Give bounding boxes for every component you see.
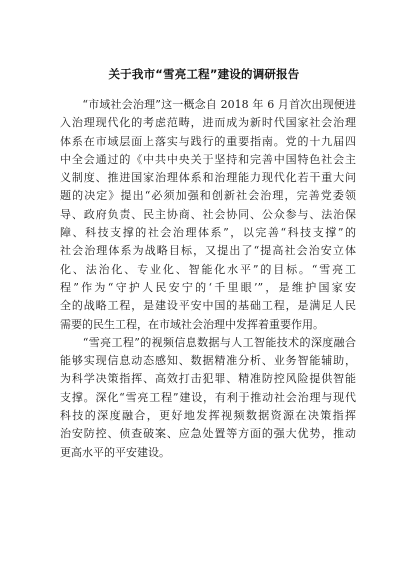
body-line: 支撑。深化“雪亮工程”建设，有利于推动社会治理与现代 bbox=[60, 390, 356, 404]
body-line: 化、法治化、专业化、智能化水平”的目标。“雪亮工 bbox=[60, 262, 356, 276]
body-line: 义制度、推进国家治理体系和治理能力现代化若干重大问 bbox=[60, 171, 356, 185]
body-line: 导、政府负责、民主协商、社会协同、公众参与、法治保 bbox=[60, 207, 356, 221]
document-body bbox=[60, 96, 356, 462]
body-line: 全的战略工程，是建设平安中国的基础工程，是满足人民 bbox=[60, 299, 356, 313]
body-line: 更高水平的平安建设。 bbox=[60, 445, 170, 459]
body-line: 中全会通过的《中共中央关于坚持和完善中国特色社会主 bbox=[60, 152, 356, 166]
body-line: 为科学决策指挥、高效打击犯罪、精准防控风险提供智能 bbox=[60, 372, 356, 386]
body-line: 障、科技支撑的社会治理体系”，以完善“科技支撑”的 bbox=[60, 226, 356, 240]
body-line: 社会治理体系为战略目标，又提出了“提高社会治安立体 bbox=[60, 244, 356, 258]
body-line: 治安防控、侦查破案、应急处置等方面的强大优势，推动 bbox=[60, 427, 356, 441]
body-line: 需要的民生工程，在市域社会治理中发挥着重要作用。 bbox=[60, 317, 324, 331]
body-line: 程”作为“守护人民安宁的‘千里眼’”，是维护国家安 bbox=[60, 280, 356, 294]
document-title: 关于我市“雪亮工程”建设的调研报告 bbox=[108, 67, 300, 81]
body-line: 科技的深度融合，更好地发挥视频数据资源在决策指挥 bbox=[60, 409, 356, 423]
body-line: “市域社会治理”这一概念自 2018 年 6 月首次出现便进 bbox=[60, 98, 356, 111]
body-line: “雪亮工程”的视频信息数据与人工智能技术的深度融合 bbox=[60, 335, 356, 349]
body-line: 入治理现代化的考虑范畴，进而成为新时代国家社会治理 bbox=[60, 116, 356, 130]
body-line: 能够实现信息动态感知、数据精准分析、业务智能辅助， bbox=[60, 354, 356, 368]
body-line: 体系在市域层面上落实与践行的重要指南。党的十九届四 bbox=[60, 134, 356, 148]
body-line: 题的决定》提出“必须加强和创新社会治理，完善党委领 bbox=[60, 189, 356, 203]
